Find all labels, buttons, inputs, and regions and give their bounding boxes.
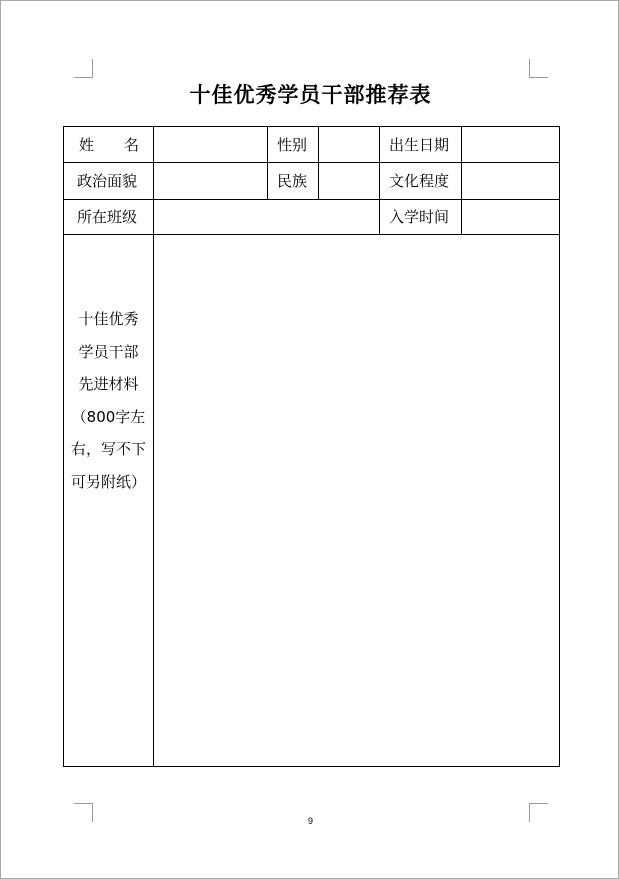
birth-date-label: 出生日期 <box>389 136 450 154</box>
form-title: 十佳优秀学员干部推荐表 <box>189 82 432 107</box>
enrollment-date-field[interactable] <box>462 200 559 234</box>
merit-label-line: （800字左 <box>71 407 146 426</box>
ethnicity-label: 民族 <box>277 172 308 190</box>
merit-label-line: 十佳优秀 <box>78 310 139 328</box>
crop-mark-top-right <box>529 59 548 78</box>
enrollment-date-label: 入学时间 <box>389 208 450 226</box>
birth-date-field[interactable] <box>462 127 559 162</box>
merit-material-label <box>64 303 153 498</box>
gender-field[interactable] <box>319 127 379 162</box>
name-label: 姓 名 <box>79 136 140 154</box>
page-number: 9 <box>307 816 313 826</box>
recommendation-form-table <box>63 126 560 767</box>
ethnicity-field[interactable] <box>319 163 379 199</box>
gender-label: 性别 <box>277 136 308 154</box>
crop-mark-top-left <box>74 59 93 78</box>
class-field[interactable] <box>154 200 379 234</box>
merit-label-line: 学员干部 <box>78 342 139 361</box>
merit-label-line: 先进材料 <box>78 375 139 393</box>
political-status-label: 政治面貌 <box>77 172 138 190</box>
name-field[interactable] <box>154 127 267 162</box>
education-level-field[interactable] <box>462 163 559 199</box>
class-label: 所在班级 <box>77 208 138 226</box>
merit-material-field[interactable] <box>154 235 559 766</box>
merit-label-line: 右，写不下 <box>70 440 146 458</box>
education-level-label: 文化程度 <box>389 172 450 190</box>
political-status-field[interactable] <box>154 163 267 199</box>
column-divider <box>267 127 268 199</box>
merit-label-line: 可另附纸） <box>70 472 146 491</box>
column-divider <box>379 127 380 234</box>
